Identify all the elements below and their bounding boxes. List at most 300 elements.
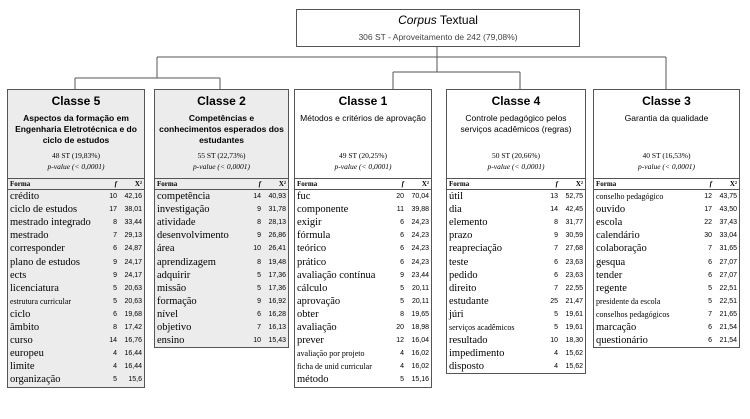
table-row: [295, 360, 431, 373]
word-frequency: 6: [400, 245, 404, 253]
word-chi2: 22,55: [565, 284, 583, 292]
class-name: Classe 5: [51, 94, 101, 108]
word-frequency: 6: [708, 323, 712, 331]
word-frequency: 6: [708, 258, 712, 266]
word-chi2: 29,13: [124, 232, 142, 240]
word-frequency: 9: [257, 232, 261, 240]
table-row: [447, 321, 585, 334]
word-chi2: 16,76: [124, 337, 142, 345]
word-frequency: 9: [113, 258, 117, 266]
word-form: licenciatura: [10, 282, 59, 294]
word-frequency: 5: [113, 297, 117, 305]
class-header: [8, 90, 144, 179]
table-row: [8, 321, 144, 334]
table-row: [295, 347, 431, 360]
word-frequency: 4: [554, 363, 558, 371]
class-header: [295, 90, 431, 179]
word-frequency: 7: [554, 284, 558, 292]
table-row: [594, 190, 739, 203]
word-frequency: 4: [400, 363, 404, 371]
word-chi2: 21,65: [719, 310, 737, 318]
word-form: componente: [297, 204, 349, 216]
word-form: útil: [449, 191, 464, 203]
word-form: ficha de unid curricular: [297, 362, 372, 372]
word-chi2: 21,54: [719, 337, 737, 345]
word-frequency: 10: [109, 193, 117, 201]
table-row: [155, 203, 288, 216]
word-form: curso: [10, 335, 33, 347]
table-row: [155, 190, 288, 203]
table-row: [447, 308, 585, 321]
word-frequency: 7: [257, 323, 261, 331]
word-chi2: 24,87: [124, 245, 142, 253]
corpus-title: Corpus Textual: [398, 13, 478, 27]
table-row: [594, 269, 739, 282]
word-frequency: 12: [704, 193, 712, 201]
table-header: [155, 179, 288, 190]
word-form: nível: [157, 308, 178, 320]
word-form: mestrado integrado: [10, 217, 91, 229]
word-frequency: 10: [253, 245, 261, 253]
word-chi2: 15,43: [268, 337, 286, 345]
word-form: fuc: [297, 191, 311, 203]
word-frequency: 5: [257, 271, 261, 279]
table-row: [8, 255, 144, 268]
word-chi2: 38,01: [124, 206, 142, 214]
word-frequency: 12: [396, 337, 404, 345]
word-chi2: 17,36: [268, 271, 286, 279]
word-frequency: 5: [708, 297, 712, 305]
word-form: investigação: [157, 204, 210, 216]
class-panel-4: [446, 89, 586, 374]
table-row: [155, 216, 288, 229]
class-st-count: 55 ST (22,73%): [197, 151, 246, 160]
word-form: método: [297, 374, 329, 386]
table-row: [447, 255, 585, 268]
word-chi2: 15,62: [565, 350, 583, 358]
word-chi2: 24,23: [411, 232, 429, 240]
word-form: organização: [10, 374, 61, 386]
word-form: elemento: [449, 217, 488, 229]
class-name: Classe 4: [491, 94, 541, 108]
word-form: resultado: [449, 335, 488, 347]
word-form: estrutura curricular: [10, 296, 72, 306]
word-chi2: 28,13: [268, 219, 286, 227]
word-form: limite: [10, 361, 35, 373]
word-chi2: 23,63: [565, 258, 583, 266]
word-form: prazo: [449, 230, 473, 242]
word-form: avaliação contínua: [297, 269, 376, 281]
table-row: [295, 373, 431, 386]
class-description: Controle pedagógico pelos serviços acadêmicos (regras): [460, 113, 572, 134]
table-row: [447, 295, 585, 308]
word-frequency: 14: [253, 193, 261, 201]
table-row: [295, 282, 431, 295]
class-panel-5: [593, 89, 740, 348]
header-forma: Forma: [157, 180, 178, 188]
table-row: [447, 334, 585, 347]
word-form: escola: [596, 217, 623, 229]
word-frequency: 6: [554, 271, 558, 279]
class-name: Classe 2: [197, 94, 246, 108]
word-chi2: 16,44: [124, 363, 142, 371]
word-frequency: 6: [400, 232, 404, 240]
word-form: prático: [297, 256, 327, 268]
word-chi2: 33,44: [124, 219, 142, 227]
word-form: avaliação por projeto: [297, 349, 365, 359]
class-description: Competências e conhecimentos esperados dos estudantes: [159, 113, 284, 145]
class-description: Métodos e critérios de aprovação: [300, 113, 426, 123]
word-chi2: 24,17: [124, 271, 142, 279]
word-frequency: 5: [113, 284, 117, 292]
word-form: competência: [157, 191, 211, 203]
word-frequency: 9: [113, 271, 117, 279]
word-frequency: 5: [400, 376, 404, 384]
table-row: [594, 229, 739, 242]
word-chi2: 26,41: [268, 245, 286, 253]
table-row: [594, 321, 739, 334]
word-frequency: 5: [400, 284, 404, 292]
word-chi2: 33,04: [719, 232, 737, 240]
header-forma: Forma: [10, 180, 31, 188]
word-form: fórmula: [297, 230, 331, 242]
word-form: corresponder: [10, 243, 65, 255]
class-st-count: 48 ST (19,83%): [52, 151, 100, 160]
word-chi2: 20,63: [124, 297, 142, 305]
table-header: [594, 179, 739, 190]
word-frequency: 17: [109, 206, 117, 214]
table-row: [295, 269, 431, 282]
header-f: f: [709, 180, 712, 188]
word-form: plano de estudos: [10, 256, 80, 268]
table-row: [447, 269, 585, 282]
word-frequency: 8: [400, 310, 404, 318]
word-form: colaboração: [596, 243, 647, 255]
table-row: [155, 229, 288, 242]
word-form: questionário: [596, 335, 648, 347]
word-form: regente: [596, 282, 627, 294]
word-chi2: 16,13: [268, 323, 286, 331]
word-form: área: [157, 243, 175, 255]
word-form: conselho pedagógico: [596, 192, 664, 202]
table-header: [8, 179, 144, 190]
word-form: crédito: [10, 191, 40, 203]
table-row: [295, 229, 431, 242]
word-chi2: 42,16: [124, 193, 142, 201]
word-chi2: 43,50: [719, 206, 737, 214]
table-row: [155, 295, 288, 308]
word-chi2: 27,68: [565, 245, 583, 253]
word-form: adquirir: [157, 269, 191, 281]
word-chi2: 42,45: [565, 206, 583, 214]
table-row: [295, 295, 431, 308]
table-row: [594, 308, 739, 321]
word-form: direito: [449, 282, 477, 294]
corpus-root-box: [296, 9, 580, 47]
word-chi2: 20,63: [124, 284, 142, 292]
word-chi2: 37,43: [719, 219, 737, 227]
header-chi2: X²: [421, 180, 429, 188]
word-frequency: 25: [550, 297, 558, 305]
word-chi2: 19,48: [268, 258, 286, 266]
table-row: [295, 321, 431, 334]
word-frequency: 20: [396, 193, 404, 201]
word-frequency: 4: [554, 350, 558, 358]
word-chi2: 16,92: [268, 297, 286, 305]
table-row: [447, 190, 585, 203]
word-chi2: 70,04: [411, 193, 429, 201]
word-chi2: 43,75: [719, 193, 737, 201]
word-chi2: 39,88: [411, 206, 429, 214]
word-frequency: 14: [109, 337, 117, 345]
table-row: [8, 360, 144, 373]
word-frequency: 9: [257, 206, 261, 214]
word-chi2: 20,11: [412, 297, 429, 305]
word-frequency: 9: [554, 232, 558, 240]
word-chi2: 18,98: [411, 323, 429, 331]
word-form: missão: [157, 282, 187, 294]
word-form: marcação: [596, 321, 637, 333]
table-row: [8, 373, 144, 386]
table-row: [295, 190, 431, 203]
class-st-count: 50 ST (20,66%): [492, 151, 540, 160]
word-chi2: 20,11: [412, 284, 429, 292]
table-row: [8, 334, 144, 347]
word-form: ciclo de estudos: [10, 204, 78, 216]
table-row: [447, 229, 585, 242]
word-chi2: 23,63: [565, 271, 583, 279]
word-chi2: 16,02: [411, 363, 429, 371]
word-frequency: 6: [708, 337, 712, 345]
word-form: ciclo: [10, 308, 31, 320]
word-chi2: 19,61: [565, 323, 583, 331]
table-row: [155, 321, 288, 334]
word-form: calendário: [596, 230, 640, 242]
word-chi2: 21,54: [719, 323, 737, 331]
class-header: [447, 90, 585, 179]
word-frequency: 30: [704, 232, 712, 240]
word-form: serviços acadêmicos: [449, 322, 515, 332]
table-row: [295, 255, 431, 268]
class-st-count: 40 ST (16,53%): [642, 151, 691, 160]
word-form: ects: [10, 269, 27, 281]
word-form: tender: [596, 269, 623, 281]
word-form: aprovação: [297, 295, 341, 307]
header-chi2: X²: [729, 180, 737, 188]
word-frequency: 5: [113, 376, 117, 384]
word-frequency: 13: [550, 193, 558, 201]
class-st-count: 49 ST (20,25%): [339, 151, 387, 160]
header-chi2: X²: [575, 180, 583, 188]
word-frequency: 5: [400, 297, 404, 305]
table-row: [295, 203, 431, 216]
word-form: teórico: [297, 243, 327, 255]
table-row: [8, 216, 144, 229]
word-form: pedido: [449, 269, 478, 281]
word-frequency: 6: [554, 258, 558, 266]
class-name: Classe 1: [338, 94, 388, 108]
word-form: aprendizagem: [157, 256, 216, 268]
table-row: [594, 334, 739, 347]
word-chi2: 52,75: [565, 193, 583, 201]
word-chi2: 31,78: [268, 206, 286, 214]
word-form: disposto: [449, 361, 485, 373]
table-row: [594, 216, 739, 229]
class-panel-2: [154, 89, 289, 348]
class-panel-3: [294, 89, 432, 388]
table-row: [295, 334, 431, 347]
table-header: [295, 179, 431, 190]
table-row: [594, 203, 739, 216]
word-frequency: 6: [113, 245, 117, 253]
word-form: exigir: [297, 217, 322, 229]
word-chi2: 18,30: [565, 337, 583, 345]
word-frequency: 14: [550, 206, 558, 214]
word-frequency: 5: [257, 284, 261, 292]
word-form: reapreciação: [449, 243, 503, 255]
table-row: [594, 242, 739, 255]
class-header: [594, 90, 739, 179]
table-row: [8, 282, 144, 295]
word-frequency: 20: [396, 323, 404, 331]
word-chi2: 24,23: [411, 258, 429, 266]
word-chi2: 15,16: [411, 376, 429, 384]
word-form: conselhos pedagógicos: [596, 309, 670, 319]
table-row: [155, 334, 288, 347]
word-form: prever: [297, 335, 324, 347]
word-chi2: 24,17: [124, 258, 142, 266]
word-form: estudante: [449, 295, 489, 307]
word-form: desenvolvimento: [157, 230, 229, 242]
word-frequency: 4: [400, 350, 404, 358]
word-frequency: 9: [400, 271, 404, 279]
header-f: f: [114, 180, 117, 188]
word-form: obter: [297, 308, 319, 320]
word-form: dia: [449, 204, 462, 216]
word-chi2: 16,02: [411, 350, 429, 358]
header-chi2: X²: [134, 180, 142, 188]
header-forma: Forma: [596, 180, 617, 188]
word-form: júri: [449, 308, 464, 320]
word-frequency: 6: [400, 219, 404, 227]
word-frequency: 10: [550, 337, 558, 345]
word-frequency: 11: [396, 206, 404, 214]
word-frequency: 4: [113, 363, 117, 371]
header-f: f: [258, 180, 261, 188]
header-forma: Forma: [297, 180, 318, 188]
word-form: ensino: [157, 335, 185, 347]
word-chi2: 31,65: [719, 245, 737, 253]
class-pvalue: p-value (< 0,0001): [47, 162, 105, 171]
word-chi2: 15,6: [128, 376, 142, 384]
word-frequency: 10: [253, 337, 261, 345]
word-chi2: 23,44: [411, 271, 429, 279]
word-form: ouvido: [596, 204, 626, 216]
table-row: [295, 216, 431, 229]
word-frequency: 6: [113, 310, 117, 318]
class-description: Garantia da qualidade: [624, 113, 709, 123]
word-chi2: 21,47: [565, 297, 583, 305]
word-chi2: 17,36: [268, 284, 286, 292]
word-form: objetivo: [157, 321, 192, 333]
word-chi2: 30,59: [565, 232, 583, 240]
class-header: [155, 90, 288, 179]
table-row: [447, 347, 585, 360]
table-row: [8, 190, 144, 203]
table-row: [447, 242, 585, 255]
table-row: [155, 308, 288, 321]
word-chi2: 24,23: [411, 245, 429, 253]
word-chi2: 22,51: [719, 297, 737, 305]
word-frequency: 7: [554, 245, 558, 253]
table-row: [447, 203, 585, 216]
class-panel-1: [7, 89, 145, 388]
word-chi2: 15,62: [565, 363, 583, 371]
word-frequency: 7: [708, 245, 712, 253]
word-frequency: 6: [257, 310, 261, 318]
word-form: cálculo: [297, 282, 328, 294]
table-row: [8, 269, 144, 282]
word-frequency: 7: [113, 232, 117, 240]
word-frequency: 5: [554, 323, 558, 331]
header-forma: Forma: [449, 180, 470, 188]
table-row: [8, 295, 144, 308]
word-chi2: 22,51: [719, 284, 737, 292]
word-chi2: 17,42: [124, 323, 142, 331]
table-row: [155, 255, 288, 268]
class-pvalue: p-value (< 0,0001): [487, 162, 545, 171]
table-row: [155, 269, 288, 282]
word-frequency: 17: [704, 206, 712, 214]
word-frequency: 9: [257, 297, 261, 305]
class-pvalue: p-value (< 0,0001): [334, 162, 392, 171]
word-form: âmbito: [10, 321, 40, 333]
word-frequency: 8: [257, 258, 261, 266]
word-frequency: 5: [554, 310, 558, 318]
word-form: atividade: [157, 217, 196, 229]
word-form: teste: [449, 256, 469, 268]
table-row: [594, 255, 739, 268]
table-row: [8, 242, 144, 255]
word-chi2: 27,07: [719, 271, 737, 279]
word-chi2: 26,86: [268, 232, 286, 240]
word-chi2: 16,04: [411, 337, 429, 345]
table-row: [295, 308, 431, 321]
word-form: presidente da escola: [596, 296, 661, 306]
table-row: [8, 347, 144, 360]
header-f: f: [401, 180, 404, 188]
word-frequency: 8: [257, 219, 261, 227]
word-form: impedimento: [449, 348, 505, 360]
table-row: [155, 242, 288, 255]
word-chi2: 31,77: [565, 219, 583, 227]
table-row: [8, 308, 144, 321]
word-frequency: 8: [113, 323, 117, 331]
word-frequency: 4: [113, 350, 117, 358]
table-row: [155, 282, 288, 295]
word-frequency: 22: [704, 219, 712, 227]
class-pvalue: p-value (< 0,0001): [638, 162, 695, 171]
word-chi2: 24,23: [411, 219, 429, 227]
word-chi2: 19,65: [411, 310, 429, 318]
word-frequency: 8: [554, 219, 558, 227]
word-chi2: 16,44: [124, 350, 142, 358]
table-row: [594, 282, 739, 295]
class-description: Aspectos da formação em Engenharia Eletrotécnica e do ciclo de estudos: [15, 113, 137, 145]
word-chi2: 27,07: [719, 258, 737, 266]
word-frequency: 7: [708, 310, 712, 318]
word-chi2: 19,61: [565, 310, 583, 318]
